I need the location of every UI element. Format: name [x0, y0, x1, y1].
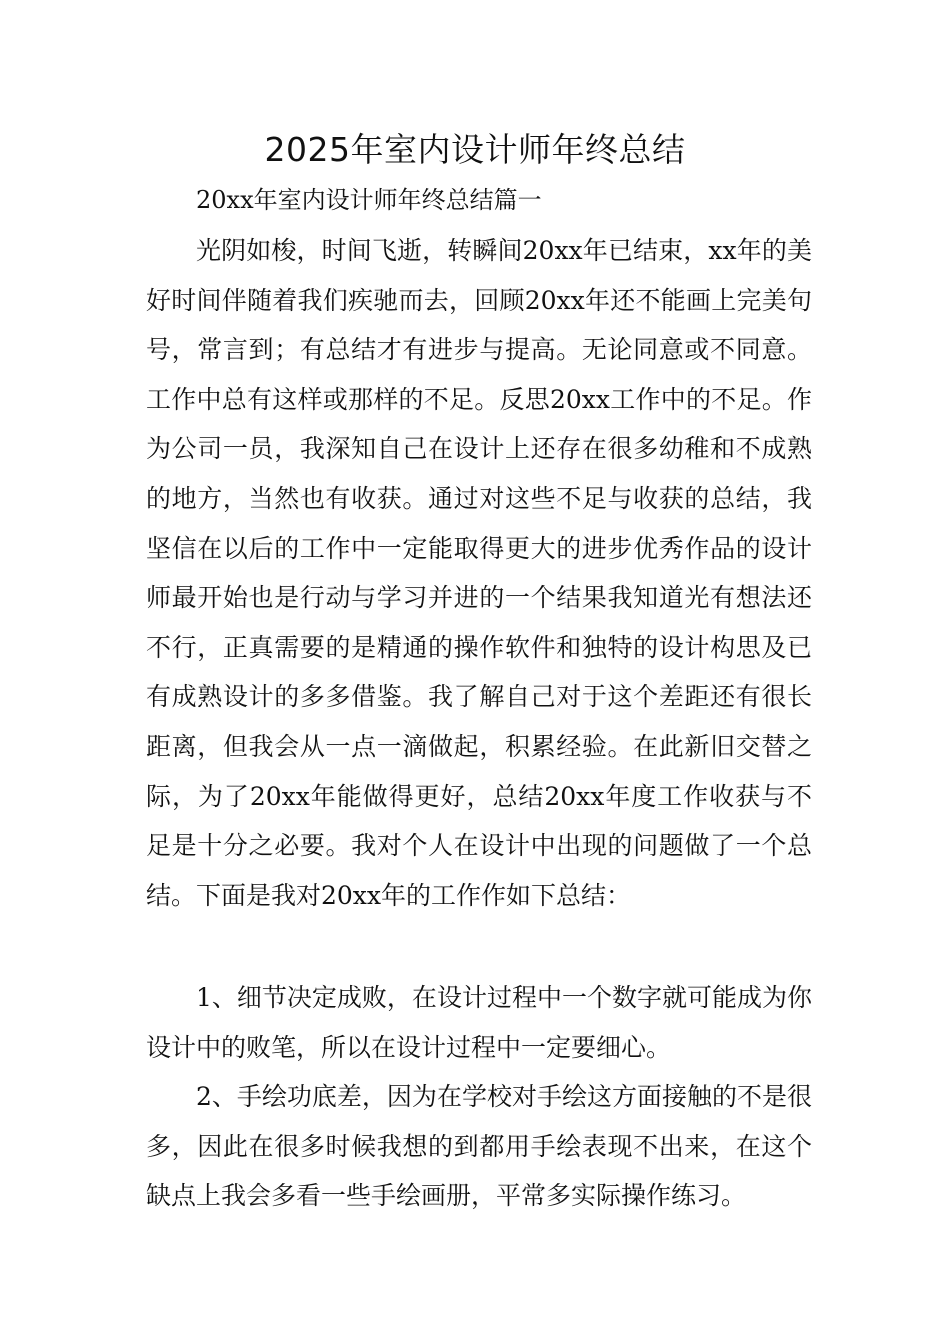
- body-paragraph-item-1: 1、细节决定成败，在设计过程中一个数字就可能成为你设计中的败笔，所以在设计过程中一定要细心。: [146, 983, 812, 1062]
- body-paragraph-intro: 光阴如梭，时间飞逝，转瞬间20xx年已结束，xx年的美好时间伴随着我们疾驰而去，回顾20xx年还不能画上完美句号，常言到；有总结才有进步与提高。无论同意或不同意。工作中总有这样或那样的不足。反思20xx工作中的不足。作为公司一员，我深知自己在设计上还存在很多幼稚和不成熟的地方，当然也有收获。通过对这些不足与收获的总结，我坚信在以后的工作中一定能取得更大的进步优秀作品的设计师最开始也是行动与学习并进的一个结果我知道光有想法还不行，正真需要的是精通的操作软件和独特的设计构思及已有成熟设计的多多借鉴。我了解自己对于这个差距还有很长距离，但我会从一点一滴做起，积累经验。在此新旧交替之际，为了20xx年能做得更好，总结20xx年度工作收获与不足是十分之必要。我对个人在设计中出现的问题做了一个总结。下面是我对20xx年的工作作如下总结：: [146, 236, 812, 910]
- document-title: 2025年室内设计师年终总结: [264, 130, 686, 169]
- body-paragraph-item-2: 2、手绘功底差，因为在学校对手绘这方面接触的不是很多，因此在很多时候我想的到都用手绘表现不出来，在这个缺点上我会多看一些手绘画册，平常多实际操作练习。: [146, 1082, 812, 1211]
- section-heading: 20xx年室内设计师年终总结篇一: [196, 186, 542, 214]
